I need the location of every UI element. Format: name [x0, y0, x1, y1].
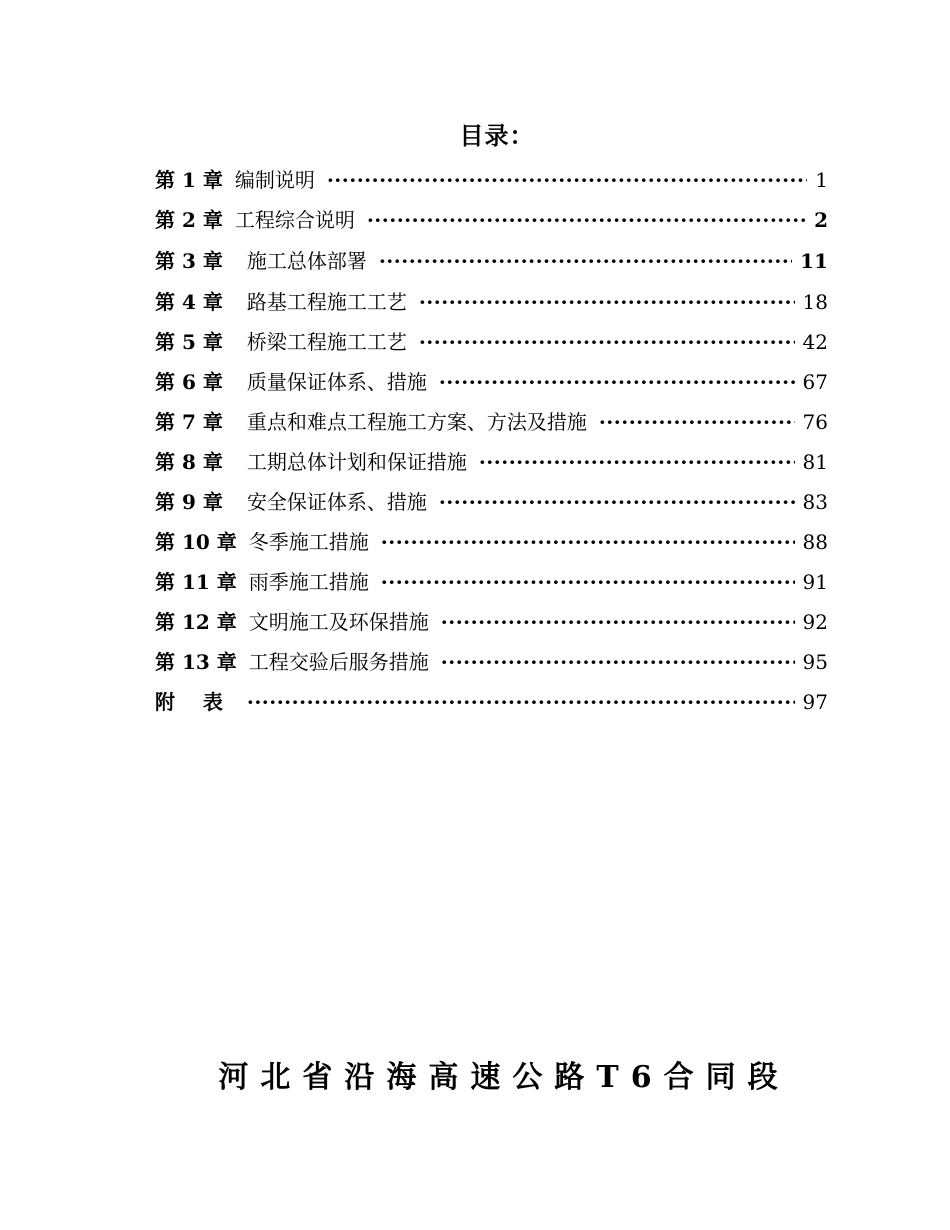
toc-page-number: 92 — [802, 610, 828, 634]
toc-dot-leader — [419, 322, 795, 362]
toc-heading: 路基工程施工工艺 — [246, 290, 407, 314]
toc-dot-leader — [419, 282, 795, 322]
toc-dot-leader — [439, 482, 795, 522]
toc-page-number: 83 — [802, 490, 828, 514]
toc-chapter-label: 第 11 章 — [155, 570, 237, 594]
toc-dot-leader — [379, 240, 792, 282]
toc-heading: 施工总体部署 — [246, 249, 367, 273]
toc-dot-leader — [441, 642, 795, 682]
toc-heading: 编制说明 — [234, 168, 315, 192]
toc-entry[interactable] — [155, 322, 828, 362]
toc-heading: 桥梁工程施工工艺 — [246, 330, 407, 354]
toc-heading: 工程综合说明 — [234, 208, 355, 232]
toc-page-number: 88 — [802, 530, 828, 554]
toc-chapter-label: 第 4 章 — [155, 290, 223, 314]
toc-page-number: 2 — [814, 208, 828, 232]
toc-entry[interactable] — [155, 240, 828, 282]
toc-heading: 冬季施工措施 — [248, 530, 369, 554]
toc-heading: 质量保证体系、措施 — [246, 370, 427, 394]
toc-chapter-label: 第 8 章 — [155, 450, 223, 474]
toc-dot-leader — [381, 522, 795, 562]
toc-entry[interactable] — [155, 402, 828, 442]
toc-dot-leader — [381, 562, 795, 602]
toc-page-number: 81 — [802, 450, 828, 474]
toc-title: 目录： — [459, 121, 535, 150]
toc-page-number: 91 — [802, 570, 828, 594]
toc-page-number: 11 — [800, 249, 828, 273]
toc-chapter-label: 第 3 章 — [155, 249, 223, 273]
toc-heading: 雨季施工措施 — [248, 570, 369, 594]
toc-page-number: 95 — [802, 650, 828, 674]
toc-heading: 文明施工及环保措施 — [248, 610, 429, 634]
toc-chapter-label: 第 7 章 — [155, 410, 223, 434]
toc-page-number: 76 — [802, 410, 828, 434]
toc-page-number: 1 — [815, 168, 828, 192]
toc-heading: 工程交验后服务措施 — [248, 650, 429, 674]
toc-list — [155, 160, 828, 722]
toc-dot-leader — [441, 602, 795, 642]
toc-chapter-label: 第 12 章 — [155, 610, 237, 634]
toc-page-number: 97 — [802, 690, 828, 714]
organization-name: 河北省沿海高速公路T6合同段 — [218, 1060, 790, 1095]
toc-page-number: 67 — [802, 370, 828, 394]
toc-chapter-label: 第 9 章 — [155, 490, 223, 514]
toc-chapter-label: 第 2 章 — [155, 208, 223, 232]
toc-entry[interactable] — [155, 362, 828, 402]
toc-entry[interactable] — [155, 602, 828, 642]
toc-chapter-label: 附 表 — [155, 690, 223, 714]
toc-chapter-label: 第 10 章 — [155, 530, 237, 554]
toc-page-number: 42 — [802, 330, 828, 354]
toc-entry[interactable] — [155, 522, 828, 562]
toc-entry[interactable] — [155, 482, 828, 522]
toc-entry[interactable] — [155, 200, 828, 240]
toc-entry[interactable] — [155, 562, 828, 602]
toc-chapter-label: 第 1 章 — [155, 168, 223, 192]
toc-chapter-label: 第 6 章 — [155, 370, 223, 394]
toc-dot-leader — [247, 682, 795, 722]
toc-dot-leader — [367, 200, 806, 240]
toc-entry[interactable] — [155, 160, 828, 200]
toc-entry[interactable] — [155, 442, 828, 482]
toc-heading: 安全保证体系、措施 — [246, 490, 427, 514]
toc-heading: 工期总体计划和保证措施 — [246, 450, 467, 474]
toc-entry[interactable] — [155, 282, 828, 322]
toc-heading: 重点和难点工程施工方案、方法及措施 — [246, 410, 587, 434]
toc-entry[interactable] — [155, 682, 828, 722]
toc-dot-leader — [479, 442, 795, 482]
toc-chapter-label: 第 13 章 — [155, 650, 237, 674]
toc-entry[interactable] — [155, 642, 828, 682]
toc-chapter-label: 第 5 章 — [155, 330, 223, 354]
toc-dot-leader — [439, 362, 795, 402]
toc-dot-leader — [599, 402, 795, 442]
toc-page-number: 18 — [802, 290, 828, 314]
toc-dot-leader — [327, 160, 807, 200]
